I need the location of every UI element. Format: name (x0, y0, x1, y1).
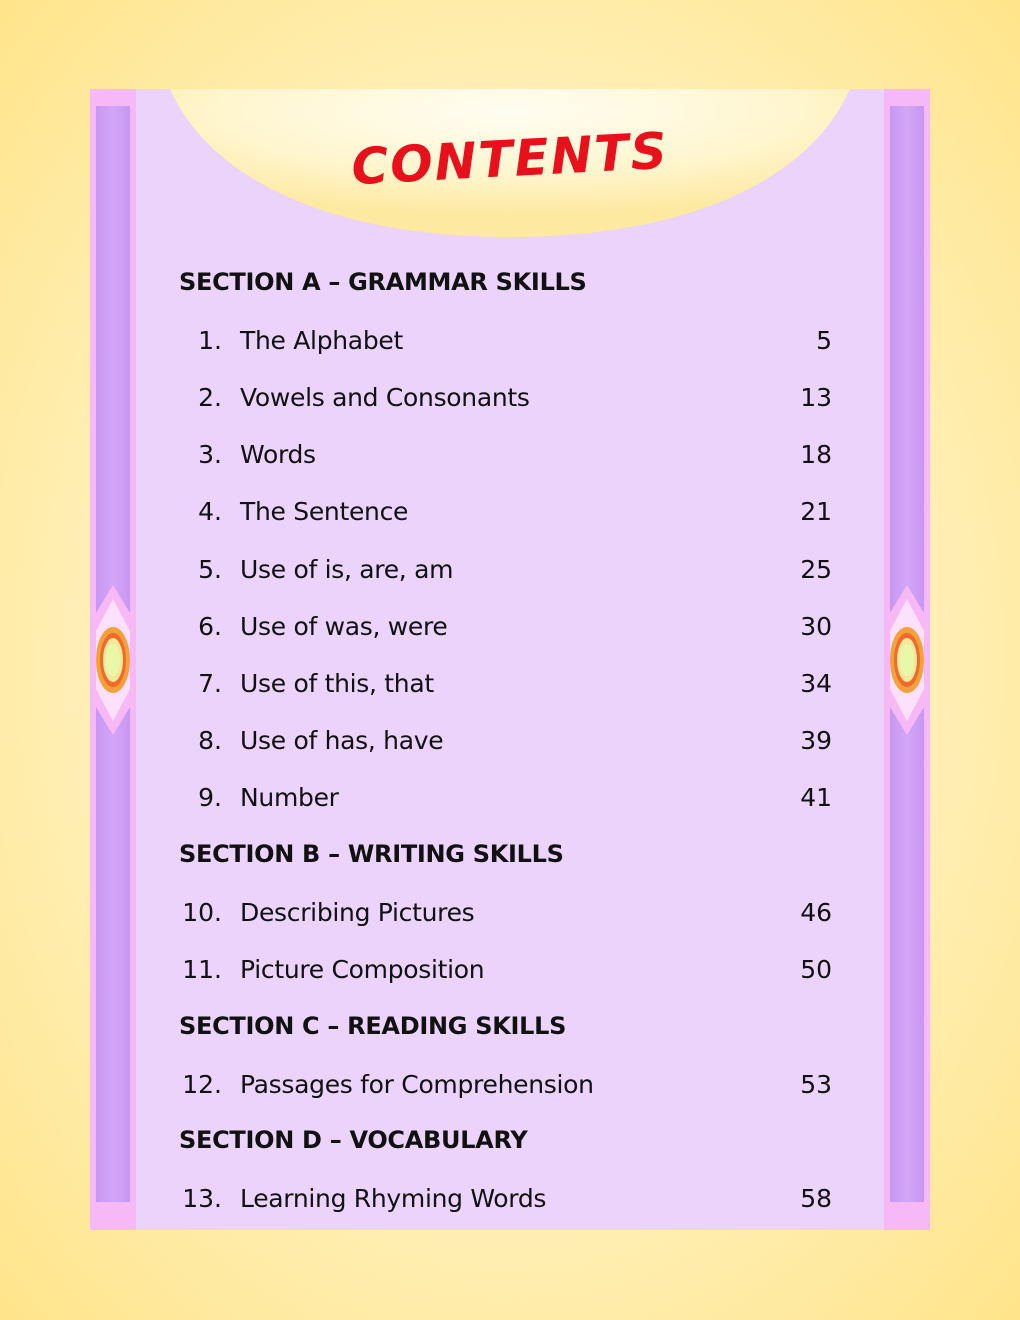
entry-title: Words (240, 440, 316, 469)
entry-number: 1. (198, 326, 222, 355)
section-heading-b: SECTION B – WRITING SKILLS (179, 840, 564, 868)
entry-number: 13. (182, 1184, 222, 1213)
entry-title: Describing Pictures (240, 898, 475, 927)
entry-title: Number (240, 783, 339, 812)
section-heading-a: SECTION A – GRAMMAR SKILLS (179, 268, 587, 296)
entry-page: 34 (800, 669, 832, 698)
entry-title: Vowels and Consonants (240, 383, 530, 412)
entry-title: Use of was, were (240, 612, 448, 641)
page-title: CONTENTS (350, 121, 670, 197)
entry-number: 3. (198, 440, 222, 469)
entry-page: 18 (800, 440, 832, 469)
section-heading-d: SECTION D – VOCABULARY (179, 1126, 528, 1154)
entry-page: 30 (800, 612, 832, 641)
entry-title: Learning Rhyming Words (240, 1184, 547, 1213)
entry-page: 41 (800, 783, 832, 812)
entry-page: 25 (800, 555, 832, 584)
entry-title: Picture Composition (240, 955, 485, 984)
entry-number: 8. (198, 726, 222, 755)
entry-title: Use of has, have (240, 726, 444, 755)
entry-number: 2. (198, 383, 222, 412)
entry-number: 4. (198, 497, 222, 526)
entry-title: Use of this, that (240, 669, 434, 698)
entry-page: 58 (800, 1184, 832, 1213)
entry-number: 12. (182, 1070, 222, 1099)
entry-number: 10. (182, 898, 222, 927)
entry-number: 9. (198, 783, 222, 812)
entry-page: 13 (800, 383, 832, 412)
entry-number: 11. (182, 955, 222, 984)
entry-page: 5 (816, 326, 832, 355)
entry-number: 7. (198, 669, 222, 698)
entry-page: 53 (800, 1070, 832, 1099)
entry-page: 39 (800, 726, 832, 755)
entry-title: Passages for Comprehension (240, 1070, 594, 1099)
entry-page: 21 (800, 497, 832, 526)
entry-title: The Sentence (240, 497, 409, 526)
entry-title: Use of is, are, am (240, 555, 454, 584)
entry-page: 46 (800, 898, 832, 927)
entry-title: The Alphabet (240, 326, 403, 355)
entry-page: 50 (800, 955, 832, 984)
section-heading-c: SECTION C – READING SKILLS (179, 1012, 567, 1040)
entry-number: 6. (198, 612, 222, 641)
entry-number: 5. (198, 555, 222, 584)
